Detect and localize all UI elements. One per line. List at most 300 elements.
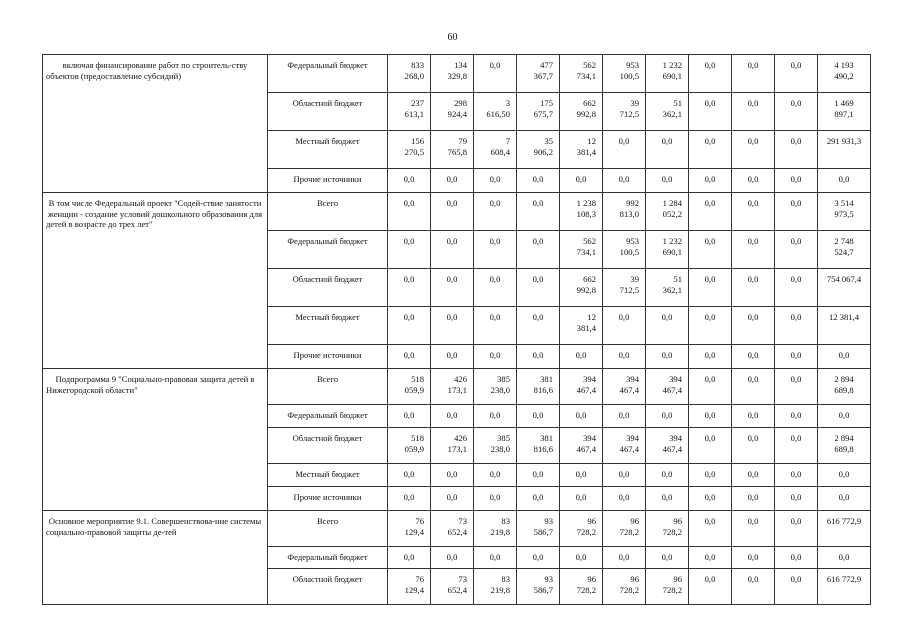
year-value-cell: 0,0 [732,464,775,487]
year-value-cell: 0,0 [603,307,646,345]
year-value-cell: 0,0 [474,193,517,231]
year-value-cell: 0,0 [388,345,431,369]
value-line: 467,4 [662,384,682,395]
year-value-cell: 0,0 [646,307,689,345]
year-value-cell: 0,0 [560,487,603,511]
total-value-cell: 12 381,4 [818,307,871,345]
year-value-cell: 0,0 [560,547,603,569]
year-value-cell: 0,0 [603,345,646,369]
value-line: 728,2 [662,584,682,595]
table-row [43,369,871,405]
year-value-cell: 0,0 [517,345,560,369]
funding-source-cell: Областной бюджет [268,269,388,307]
year-value-cell [646,193,689,231]
total-value-cell [818,231,871,269]
year-value-cell [431,569,474,605]
year-value-cell: 0,0 [517,487,560,511]
value-line: 394 [669,374,682,384]
total-value-cell [818,93,871,131]
year-value-cell: 0,0 [689,464,732,487]
year-value-cell: 0,0 [689,511,732,547]
value-line: 238,0 [490,384,510,395]
program-name-cell: включая финансирование работ по строитель-ству объектов (предоставление субсидий) [43,55,268,193]
year-value-cell: 0,0 [517,269,560,307]
total-value-cell [818,193,871,231]
year-value-cell [560,269,603,307]
value-line: 51 [673,274,682,284]
year-value-cell: 0,0 [431,464,474,487]
year-value-cell: 0,0 [775,193,818,231]
value-line: 83 [501,574,510,584]
year-value-cell [603,369,646,405]
value-line: 381 [540,374,553,384]
year-value-cell: 0,0 [689,547,732,569]
year-value-cell: 0,0 [474,405,517,428]
total-value-cell: 0,0 [818,345,871,369]
year-value-cell: 0,0 [474,307,517,345]
year-value-cell: 0,0 [474,487,517,511]
value-line: 897,1 [834,108,854,119]
value-line: 728,2 [662,526,682,537]
year-value-cell: 0,0 [689,269,732,307]
year-value-cell: 0,0 [646,487,689,511]
value-line: 39 [630,274,639,284]
table-row [43,193,871,231]
value-line: 96 [630,574,639,584]
year-value-cell: 0,0 [517,307,560,345]
value-line: 586,7 [533,526,553,537]
value-line: 562 [583,60,596,70]
page-number: 60 [447,32,458,43]
year-value-cell [431,428,474,464]
value-line: 268,0 [404,70,424,81]
year-value-cell [560,93,603,131]
value-line: 1 232 [662,236,682,246]
funding-source-cell: Всего [268,193,388,231]
program-name-cell: Основное мероприятие 9.1. Совершенствова-ние системы социально-правовой защиты де-тей [43,511,268,605]
program-name-cell: Подпрограмма 9 "Социально-правовая защита детей в Нижегородской области" [43,369,268,511]
value-line: 394 [626,374,639,384]
year-value-cell [517,131,560,169]
total-value-cell [818,428,871,464]
funding-source-cell: Всего [268,369,388,405]
funding-source-cell: Местный бюджет [268,307,388,345]
total-value-cell: 616 772,9 [818,511,871,547]
value-line: 7 [505,136,510,146]
value-line: 1 469 [834,98,854,108]
value-line: 129,4 [404,584,424,595]
total-value-cell [818,55,871,93]
year-value-cell: 0,0 [388,464,431,487]
value-line: 12 [587,312,596,322]
funding-source-cell: Федеральный бюджет [268,547,388,569]
year-value-cell: 0,0 [732,193,775,231]
program-name-cell: В том числе Федеральный проект "Содей-ствие занятости женщин - создание условий дошкольного образования для детей в возрасте до трех лет" [43,193,268,369]
value-line: 426 [454,374,467,384]
value-line: 3 514 [834,198,854,208]
year-value-cell [517,569,560,605]
year-value-cell [388,369,431,405]
year-value-cell [517,93,560,131]
value-line: 2 894 [834,374,854,384]
year-value-cell: 0,0 [689,169,732,193]
value-line: 4 193 [834,60,854,70]
year-value-cell: 0,0 [388,487,431,511]
year-value-cell [560,428,603,464]
year-value-cell: 0,0 [775,428,818,464]
year-value-cell [603,93,646,131]
year-value-cell [388,569,431,605]
year-value-cell: 0,0 [431,487,474,511]
total-value-cell [818,369,871,405]
year-value-cell: 0,0 [689,131,732,169]
table-body [43,55,871,605]
year-value-cell: 0,0 [388,405,431,428]
year-value-cell [603,511,646,547]
value-line: 362,1 [662,108,682,119]
year-value-cell: 0,0 [603,464,646,487]
value-line: 76 [415,574,424,584]
value-line: 953 [626,60,639,70]
value-line: 728,2 [619,584,639,595]
value-line: 381,4 [576,322,596,333]
value-line: 12 [587,136,596,146]
year-value-cell: 0,0 [474,169,517,193]
year-value-cell [603,269,646,307]
year-value-cell [388,55,431,93]
year-value-cell: 0,0 [732,269,775,307]
year-value-cell: 0,0 [474,269,517,307]
value-line: 73 [458,574,467,584]
year-value-cell: 0,0 [775,307,818,345]
value-line: 728,2 [576,584,596,595]
year-value-cell: 0,0 [689,569,732,605]
year-value-cell: 0,0 [646,345,689,369]
value-line: 100,5 [619,70,639,81]
value-line: 96 [673,574,682,584]
value-line: 1 238 [576,198,596,208]
value-line: 3 [505,98,510,108]
year-value-cell [560,511,603,547]
value-line: 39 [630,98,639,108]
year-value-cell: 0,0 [775,487,818,511]
year-value-cell: 0,0 [388,193,431,231]
year-value-cell: 0,0 [689,231,732,269]
value-line: 1 232 [662,60,682,70]
year-value-cell [646,511,689,547]
year-value-cell [431,55,474,93]
year-value-cell [431,369,474,405]
value-line: 734,1 [576,70,596,81]
value-line: 833 [411,60,424,70]
year-value-cell [474,131,517,169]
value-line: 477 [540,60,553,70]
value-line: 689,8 [834,384,854,395]
value-line: 562 [583,236,596,246]
year-value-cell: 0,0 [775,93,818,131]
year-value-cell [517,511,560,547]
year-value-cell [517,369,560,405]
value-line: 329,8 [447,70,467,81]
value-line: 129,4 [404,526,424,537]
year-value-cell [646,55,689,93]
value-line: 734,1 [576,246,596,257]
funding-source-cell: Прочие источники [268,345,388,369]
value-line: 1 284 [662,198,682,208]
year-value-cell [603,231,646,269]
value-line: 518 [411,433,424,443]
year-value-cell [474,569,517,605]
year-value-cell: 0,0 [603,169,646,193]
year-value-cell [474,93,517,131]
value-line: 134 [454,60,467,70]
year-value-cell: 0,0 [775,269,818,307]
value-line: 73 [458,516,467,526]
year-value-cell: 0,0 [775,345,818,369]
value-line: 381,4 [576,146,596,157]
year-value-cell: 0,0 [732,569,775,605]
year-value-cell: 0,0 [474,345,517,369]
year-value-cell: 0,0 [517,193,560,231]
value-line: 052,2 [662,208,682,219]
year-value-cell: 0,0 [474,547,517,569]
value-line: 524,7 [834,246,854,257]
year-value-cell: 0,0 [560,405,603,428]
value-line: 467,4 [662,443,682,454]
value-line: 270,5 [404,146,424,157]
value-line: 992,8 [576,284,596,295]
year-value-cell [388,93,431,131]
value-line: 616,50 [486,108,510,119]
year-value-cell [431,511,474,547]
value-line: 2 748 [834,236,854,246]
year-value-cell [517,55,560,93]
value-line: 173,1 [447,384,467,395]
value-line: 973,5 [834,208,854,219]
funding-source-cell: Областной бюджет [268,569,388,605]
value-line: 394 [669,433,682,443]
year-value-cell: 0,0 [560,464,603,487]
year-value-cell [560,193,603,231]
value-line: 426 [454,433,467,443]
year-value-cell [603,55,646,93]
year-value-cell [646,93,689,131]
year-value-cell: 0,0 [517,231,560,269]
funding-source-cell: Прочие источники [268,169,388,193]
value-line: 362,1 [662,284,682,295]
year-value-cell: 0,0 [517,547,560,569]
year-value-cell: 0,0 [775,547,818,569]
year-value-cell [646,569,689,605]
funding-source-cell: Областной бюджет [268,428,388,464]
year-value-cell: 0,0 [388,547,431,569]
value-line: 83 [501,516,510,526]
year-value-cell: 0,0 [689,55,732,93]
table-row [43,55,871,93]
value-line: 662 [583,98,596,108]
year-value-cell [603,569,646,605]
value-line: 238,0 [490,443,510,454]
value-line: 467,4 [619,384,639,395]
year-value-cell: 0,0 [775,131,818,169]
year-value-cell: 0,0 [431,307,474,345]
value-line: 662 [583,274,596,284]
year-value-cell: 0,0 [689,487,732,511]
value-line: 96 [587,574,596,584]
year-value-cell: 0,0 [775,511,818,547]
year-value-cell: 0,0 [646,405,689,428]
value-line: 467,4 [576,384,596,395]
year-value-cell [646,428,689,464]
year-value-cell [646,231,689,269]
year-value-cell: 0,0 [775,169,818,193]
year-value-cell: 0,0 [732,307,775,345]
year-value-cell: 0,0 [732,405,775,428]
value-line: 613,1 [404,108,424,119]
value-line: 059,9 [404,384,424,395]
funding-source-cell: Федеральный бюджет [268,405,388,428]
year-value-cell: 0,0 [732,131,775,169]
funding-source-cell: Местный бюджет [268,131,388,169]
year-value-cell [431,131,474,169]
value-line: 816,6 [533,384,553,395]
value-line: 953 [626,236,639,246]
year-value-cell: 0,0 [775,369,818,405]
value-line: 690,1 [662,246,682,257]
year-value-cell: 0,0 [474,231,517,269]
funding-source-cell: Местный бюджет [268,464,388,487]
funding-source-cell: Всего [268,511,388,547]
year-value-cell: 0,0 [732,55,775,93]
value-line: 100,5 [619,246,639,257]
year-value-cell: 0,0 [431,269,474,307]
year-value-cell [388,131,431,169]
value-line: 381 [540,433,553,443]
total-value-cell: 0,0 [818,405,871,428]
value-line: 992,8 [576,108,596,119]
year-value-cell: 0,0 [603,487,646,511]
year-value-cell: 0,0 [775,231,818,269]
value-line: 385 [497,374,510,384]
year-value-cell: 0,0 [775,569,818,605]
total-value-cell: 0,0 [818,547,871,569]
year-value-cell [388,428,431,464]
value-line: 712,5 [619,108,639,119]
value-line: 467,4 [619,443,639,454]
value-line: 79 [458,136,467,146]
year-value-cell: 0,0 [474,55,517,93]
year-value-cell: 0,0 [732,487,775,511]
year-value-cell [474,511,517,547]
value-line: 219,8 [490,526,510,537]
table-row [43,511,871,547]
year-value-cell: 0,0 [732,428,775,464]
value-line: 490,2 [834,70,854,81]
value-line: 608,4 [490,146,510,157]
year-value-cell: 0,0 [689,307,732,345]
year-value-cell: 0,0 [431,405,474,428]
year-value-cell: 0,0 [646,464,689,487]
total-value-cell: 0,0 [818,169,871,193]
value-line: 712,5 [619,284,639,295]
value-line: 728,2 [576,526,596,537]
value-line: 652,4 [447,584,467,595]
year-value-cell: 0,0 [775,405,818,428]
value-line: 728,2 [619,526,639,537]
value-line: 816,6 [533,443,553,454]
year-value-cell: 0,0 [431,231,474,269]
value-line: 385 [497,433,510,443]
year-value-cell [560,231,603,269]
year-value-cell [560,569,603,605]
value-line: 652,4 [447,526,467,537]
year-value-cell [646,369,689,405]
value-line: 51 [673,98,682,108]
year-value-cell: 0,0 [775,464,818,487]
year-value-cell: 0,0 [560,169,603,193]
value-line: 394 [583,374,596,384]
value-line: 35 [544,136,553,146]
total-value-cell: 291 931,3 [818,131,871,169]
value-line: 2 894 [834,433,854,443]
year-value-cell [603,193,646,231]
year-value-cell: 0,0 [689,369,732,405]
year-value-cell: 0,0 [517,169,560,193]
year-value-cell: 0,0 [388,231,431,269]
year-value-cell: 0,0 [732,547,775,569]
value-line: 96 [630,516,639,526]
value-line: 059,9 [404,443,424,454]
year-value-cell: 0,0 [646,169,689,193]
total-value-cell: 616 772,9 [818,569,871,605]
value-line: 237 [411,98,424,108]
year-value-cell [474,428,517,464]
value-line: 690,1 [662,70,682,81]
year-value-cell [603,428,646,464]
year-value-cell: 0,0 [560,345,603,369]
year-value-cell: 0,0 [689,93,732,131]
funding-source-cell: Федеральный бюджет [268,231,388,269]
total-value-cell: 0,0 [818,464,871,487]
year-value-cell: 0,0 [603,405,646,428]
year-value-cell [560,307,603,345]
value-line: 765,8 [447,146,467,157]
funding-source-cell: Областной бюджет [268,93,388,131]
year-value-cell: 0,0 [517,464,560,487]
year-value-cell: 0,0 [689,428,732,464]
value-line: 906,2 [533,146,553,157]
funding-source-cell: Федеральный бюджет [268,55,388,93]
value-line: 675,7 [533,108,553,119]
year-value-cell [388,511,431,547]
value-line: 467,4 [576,443,596,454]
value-line: 96 [587,516,596,526]
year-value-cell [431,93,474,131]
year-value-cell: 0,0 [388,269,431,307]
value-line: 586,7 [533,584,553,595]
funding-source-cell: Прочие источники [268,487,388,511]
year-value-cell: 0,0 [732,369,775,405]
value-line: 96 [673,516,682,526]
year-value-cell: 0,0 [431,345,474,369]
year-value-cell: 0,0 [603,131,646,169]
value-line: 93 [544,574,553,584]
year-value-cell: 0,0 [388,169,431,193]
year-value-cell: 0,0 [689,345,732,369]
year-value-cell [560,369,603,405]
value-line: 173,1 [447,443,467,454]
year-value-cell [474,369,517,405]
